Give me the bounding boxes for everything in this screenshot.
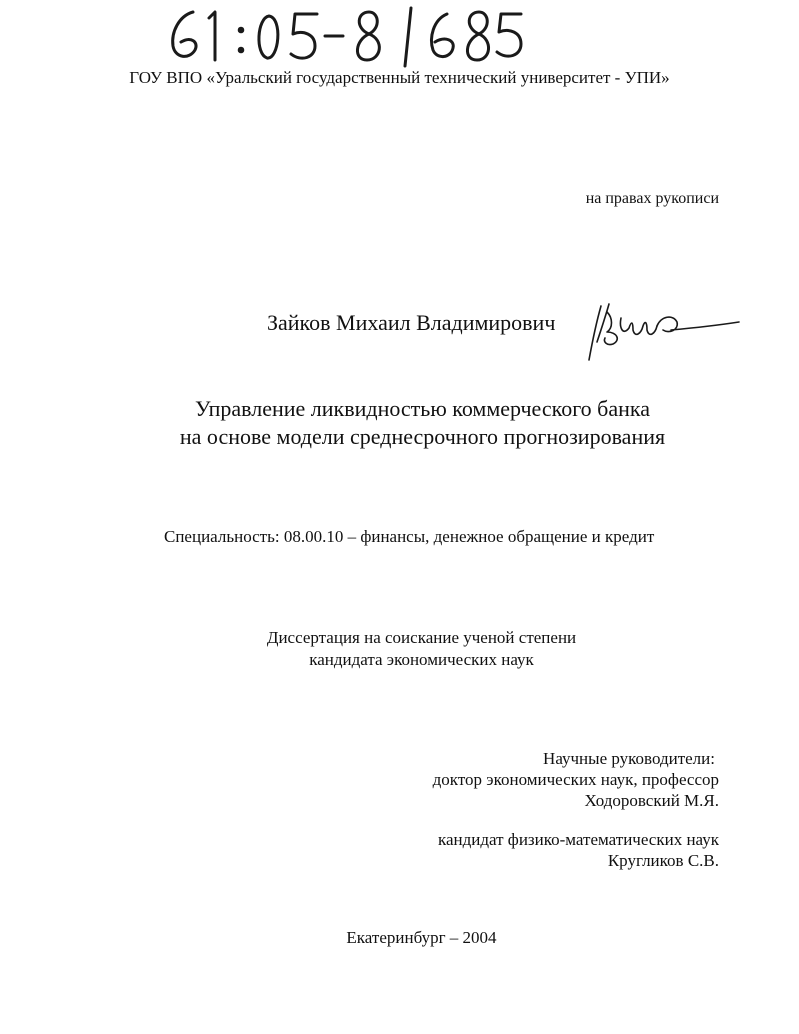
author-name: Зайков Михаил Владимирович (267, 310, 556, 335)
city-year: Екатеринбург – 2004 (346, 928, 497, 947)
title-line: на основе модели среднесрочного прогнозирования (179, 424, 666, 449)
rights-note: на правах рукописи (585, 190, 719, 207)
degree-line: кандидата экономических наук (309, 650, 534, 669)
supervisor-title: кандидат физико-математических наук (437, 830, 719, 849)
institution-header: ГОУ ВПО «Уральский государственный технический университет - УПИ» (129, 68, 670, 87)
supervisors-block (433, 748, 719, 811)
specialty-line: Специальность: 08.00.10 – финансы, денежное обращение и кредит (164, 527, 655, 546)
supervisors-heading: Научные руководители: (543, 749, 715, 768)
supervisor-name: Кругликов С.В. (607, 851, 719, 870)
title-line: Управление ликвидностью коммерческого банка (194, 396, 651, 421)
supervisor-title: доктор экономических наук, профессор (432, 770, 719, 789)
dissertation-title (0, 395, 799, 451)
author-signature (583, 298, 743, 368)
handwritten-catalog-number (165, 4, 535, 68)
second-supervisor-block (438, 829, 719, 871)
signature-drawing (583, 298, 743, 368)
degree-line: Диссертация на соискание ученой степени (266, 628, 577, 647)
handwritten-catalog-number-drawing (165, 4, 535, 68)
supervisor-name: Ходоровский М.Я. (584, 791, 719, 810)
degree-statement (0, 627, 799, 671)
